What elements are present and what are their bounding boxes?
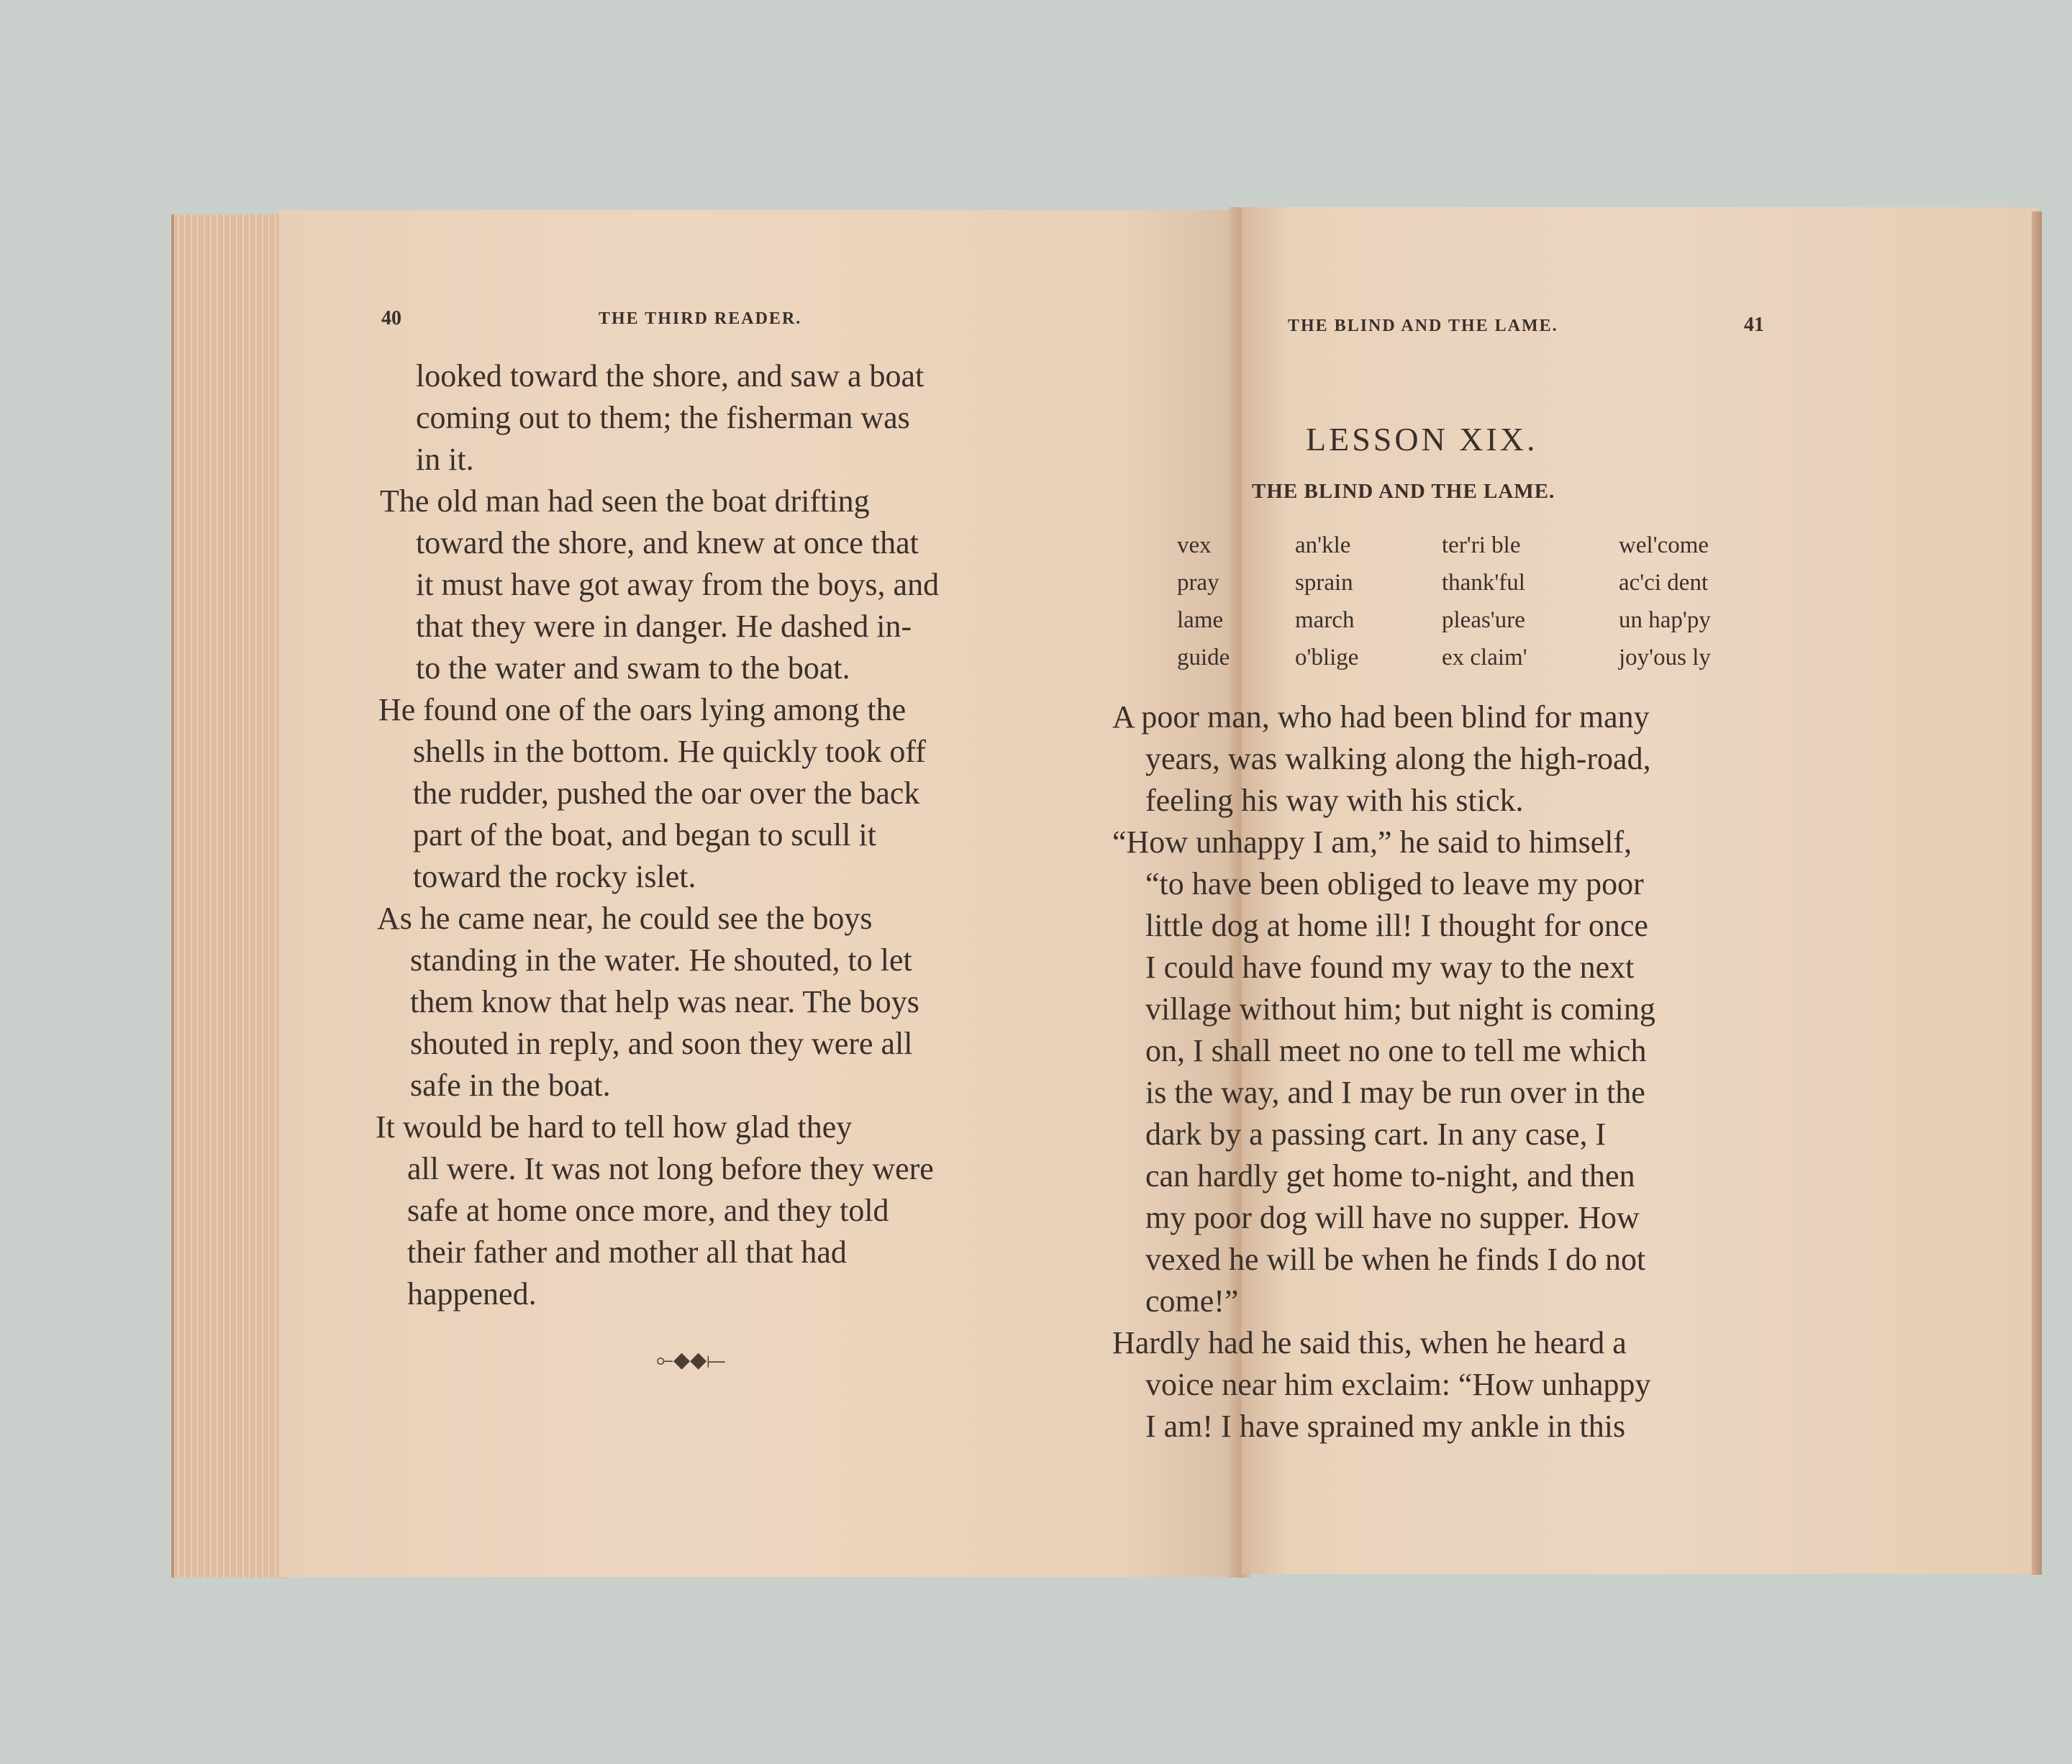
vocab-word: ter'ri ble <box>1442 532 1521 558</box>
vocab-word: wel'come <box>1619 532 1709 558</box>
text-line: Hardly had he said this, when he heard a <box>1112 1325 1627 1360</box>
left-page-number: 40 <box>381 307 401 329</box>
text-line: shouted in reply, and soon they were all <box>410 1026 913 1061</box>
text-line: I am! I have sprained my ankle in this <box>1145 1409 1626 1444</box>
vocab-word: vex <box>1177 532 1212 558</box>
text-line: is the way, and I may be run over in the <box>1145 1075 1645 1110</box>
text-line: can hardly get home to-night, and then <box>1145 1158 1635 1194</box>
right-page-edge <box>2032 212 2042 1575</box>
vocab-word: pleas'ure <box>1442 607 1525 633</box>
vocab-word: ex claim' <box>1442 645 1527 670</box>
text-line: my poor dog will have no supper. How <box>1145 1200 1640 1235</box>
text-line: the rudder, pushed the oar over the back <box>413 776 920 811</box>
text-line: part of the boat, and began to scull it <box>413 817 876 853</box>
text-line: to the water and swam to the boat. <box>416 650 850 686</box>
text-line: The old man had seen the boat drifting <box>380 483 870 519</box>
text-line: happened. <box>407 1276 537 1311</box>
text-line: standing in the water. He shouted, to let <box>410 942 912 978</box>
lesson-title: LESSON XIX. <box>1306 421 1538 458</box>
vocab-word: un hap'py <box>1619 607 1711 633</box>
right-running-head: THE BLIND AND THE LAME. <box>1288 317 1558 335</box>
vocab-word: joy'ous ly <box>1619 645 1711 670</box>
text-line: their father and mother all that had <box>407 1235 847 1270</box>
text-line: It would be hard to tell how glad they <box>376 1109 853 1145</box>
text-line: He found one of the oars lying among the <box>378 692 906 727</box>
vocab-word: an'kle <box>1295 532 1351 558</box>
text-line: it must have got away from the boys, and <box>416 567 940 602</box>
text-line: on, I shall meet no one to tell me which <box>1145 1033 1647 1068</box>
vocab-word: march <box>1295 607 1355 633</box>
vocab-word: sprain <box>1295 570 1353 596</box>
page-edges <box>171 214 289 1578</box>
text-line: them know that help was near. The boys <box>410 984 919 1019</box>
vocab-word: ac'ci dent <box>1619 570 1709 596</box>
text-line: feeling his way with his stick. <box>1145 783 1524 818</box>
text-line: safe at home once more, and they told <box>407 1193 889 1228</box>
text-line: shells in the bottom. He quickly took off <box>413 734 926 769</box>
text-line: “How unhappy I am,” he said to himself, <box>1112 824 1632 860</box>
text-line: voice near him exclaim: “How unhappy <box>1145 1367 1651 1402</box>
vocab-word: o'blige <box>1295 645 1359 670</box>
text-line: safe in the boat. <box>410 1068 611 1103</box>
right-page-number: 41 <box>1744 314 1764 336</box>
vocab-word: pray <box>1177 570 1219 596</box>
vocab-word: thank'ful <box>1442 570 1525 596</box>
section-ornament: ⟜◆◆⟝ <box>656 1348 726 1372</box>
text-line: all were. It was not long before they were <box>407 1151 934 1186</box>
text-line: that they were in danger. He dashed in- <box>416 609 912 644</box>
text-line: A poor man, who had been blind for many <box>1112 699 1650 735</box>
text-line: in it. <box>416 442 474 477</box>
text-line: dark by a passing cart. In any case, I <box>1145 1117 1607 1152</box>
text-line: looked toward the shore, and saw a boat <box>416 358 924 394</box>
text-line: toward the shore, and knew at once that <box>416 525 919 560</box>
text-line: I could have found my way to the next <box>1145 950 1635 985</box>
left-running-head: THE THIRD READER. <box>599 309 802 328</box>
text-line: come!” <box>1145 1283 1239 1319</box>
text-line: years, was walking along the high-road, <box>1145 741 1651 776</box>
vocab-word: guide <box>1177 645 1230 670</box>
text-line: toward the rocky islet. <box>413 859 696 894</box>
text-line: vexed he will be when he finds I do not <box>1145 1242 1646 1277</box>
text-line: “to have been obliged to leave my poor <box>1145 866 1644 901</box>
text-line: coming out to them; the fisherman was <box>416 400 910 435</box>
vocab-word: lame <box>1177 607 1224 633</box>
text-line: As he came near, he could see the boys <box>377 901 873 936</box>
text-line: village without him; but night is coming <box>1145 991 1655 1027</box>
text-line: little dog at home ill! I thought for once <box>1145 908 1648 943</box>
lesson-subtitle: THE BLIND AND THE LAME. <box>1252 480 1555 503</box>
